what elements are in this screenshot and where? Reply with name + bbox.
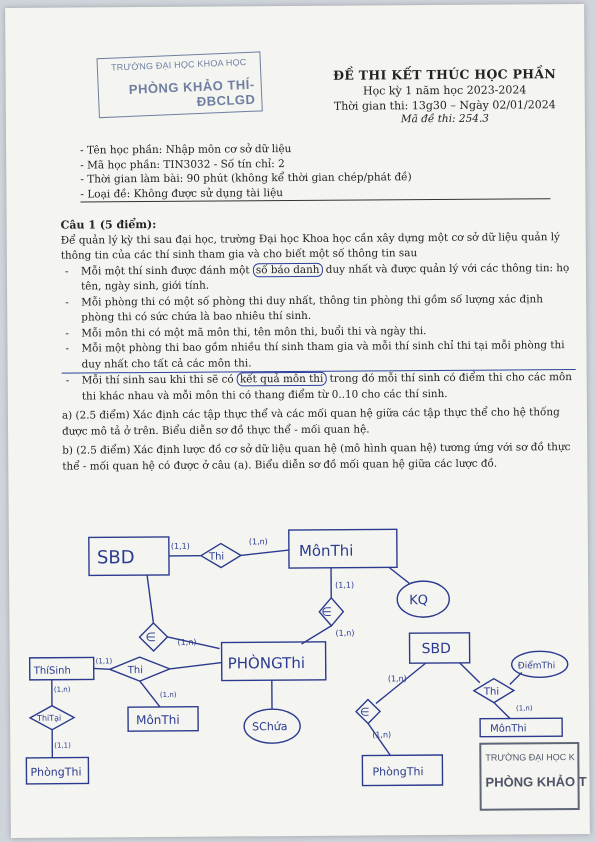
- bullet-result: - Mỗi thí sinh sau khi thi sẽ có kết quả môn thi trong đó mỗi thí sinh có điểm thi cho các môn thi khác nhau và mỗi môn thi có thang điểm từ 0..10 cho các thí sinh.: [62, 370, 576, 405]
- exam-title: ĐỀ THI KẾT THÚC HỌC PHẦN: [333, 66, 557, 83]
- exam-code: Mã đề thi: 254.3: [400, 112, 490, 126]
- label-thi: Thi: [208, 551, 225, 563]
- bullet-subject: - Mỗi môn thi có một mã môn thi, tên môn thi, buổi thi và ngày thi.: [61, 323, 575, 342]
- label-thitai: ThiTại: [37, 713, 62, 723]
- label-sbd-2: SBD: [421, 640, 451, 658]
- svg-text:(1,n): (1,n): [372, 730, 392, 740]
- exam-header: [326, 66, 564, 126]
- exam-duration: - Thời gian làm bài: 90 phút (không kể thời gian chép/phát đề): [80, 169, 550, 187]
- stamp-bottom-line-2: PHÒNG KHẢO T: [485, 773, 587, 790]
- svg-text:(1,n): (1,n): [248, 537, 268, 547]
- svg-text:(1,n): (1,n): [53, 685, 71, 694]
- label-diemthi: ĐiểmThi: [517, 661, 556, 672]
- part-b: b) (2.5 điểm) Xác định lược đồ cơ sở dữ liệu quan hệ (mô hình quan hệ) tương ứng với sơ đồ thực thể - mối quan hệ có được ở câu (a). Biểu diễn sơ đồ mối quan hệ giữa các lược đồ.: [62, 441, 571, 473]
- exam-paper: [5, 4, 590, 838]
- label-phongthi-3: PhòngThi: [372, 765, 424, 779]
- svg-text:(1,n): (1,n): [335, 628, 355, 638]
- svg-text:∈: ∈: [359, 705, 370, 719]
- svg-text:(1,n): (1,n): [387, 674, 407, 684]
- stamp-line-1: TRƯỜNG ĐẠI HỌC KHOA HỌC: [110, 56, 247, 73]
- university-stamp: [96, 51, 262, 118]
- course-code: - Mã học phần: TIN3032 - Số tín chỉ: 2: [80, 155, 550, 173]
- stamp-line-2: PHÒNG KHẢO THÍ-ĐBCLGD: [128, 76, 256, 110]
- svg-text:(1,1): (1,1): [95, 657, 113, 666]
- svg-text:(1,1): (1,1): [54, 741, 71, 750]
- label-monthi-3: MônThi: [490, 723, 527, 735]
- exam-time: Thời gian thi: 13g30 – Ngày 02/01/2024: [333, 98, 556, 113]
- highlight-result: kết quả môn thi: [237, 372, 326, 387]
- label-monthi-2: MônThi: [136, 712, 180, 728]
- course-info: [80, 140, 550, 202]
- course-name: - Tên học phần: Nhập môn cơ sở dữ liệu: [80, 140, 550, 158]
- label-thi-2: Thi: [127, 665, 144, 677]
- highlight-sbd: số báo danh: [253, 262, 323, 276]
- label-thi-3: Thi: [483, 686, 500, 698]
- bullet-candidate: - Mỗi một thí sinh được đánh một số báo danh duy nhất và được quản lý với các thông tin: họ tên, ngày sinh, giới tính.: [61, 261, 575, 296]
- label-phongthi-2: PhòngThi: [30, 765, 82, 779]
- svg-text:(1,n): (1,n): [515, 704, 533, 713]
- exam-type: - Loại đề: Không được sử dụng tài liệu: [80, 184, 550, 203]
- question-1: [61, 214, 577, 475]
- label-thisinh: ThíSinh: [33, 665, 71, 677]
- exam-semester: Học kỳ 1 năm học 2023-2024: [362, 83, 527, 98]
- stamp-bottom-line-1: TRƯỜNG ĐẠI HỌC K: [485, 752, 575, 763]
- label-kq: KQ: [409, 593, 429, 609]
- bullet-room: - Mỗi phòng thi có một số phòng thi duy nhất, thông tin phòng thi gồm số lượng xác định phòng thi có sức chứa là bao nhiêu thí sinh.: [61, 292, 575, 327]
- question-intro: Để quản lý kỳ thi sau đại học, trường Đại học Khoa học cần xây dựng một cơ sở dữ liệu quản lý thông tin của các thí sinh tham gia và cho biết một số thông tin sau: [60, 230, 560, 262]
- svg-text:(1,1): (1,1): [170, 541, 190, 551]
- svg-text:(1,n): (1,n): [159, 690, 177, 699]
- department-stamp: [479, 742, 587, 811]
- label-monthi: MônThi: [298, 541, 354, 560]
- label-schua: SChứa: [252, 720, 288, 734]
- svg-text:∈: ∈: [145, 629, 157, 645]
- label-sbd: SBD: [96, 547, 135, 569]
- svg-text:(1,1): (1,1): [335, 580, 355, 590]
- label-phongthi: PHÒNGThi: [227, 653, 306, 673]
- bullet-room-candidates: - Mỗi một phòng thi bao gồm nhiều thí sinh tham gia và mỗi thí sinh chỉ thi tại mỗi phòng thi duy nhất cho tất cả các môn thi.: [61, 338, 575, 374]
- part-a: a) (2.5 điểm) Xác định các tập thực thể và các mối quan hệ giữa các tập thực thể cho hệ thống được mô tả ở trên. Biểu diễn sơ đồ thực thể - mối quan hệ.: [61, 406, 560, 438]
- question-title: Câu 1 (5 điểm):: [60, 217, 157, 232]
- svg-text:∈: ∈: [321, 604, 332, 619]
- svg-text:(1,n): (1,n): [177, 637, 197, 647]
